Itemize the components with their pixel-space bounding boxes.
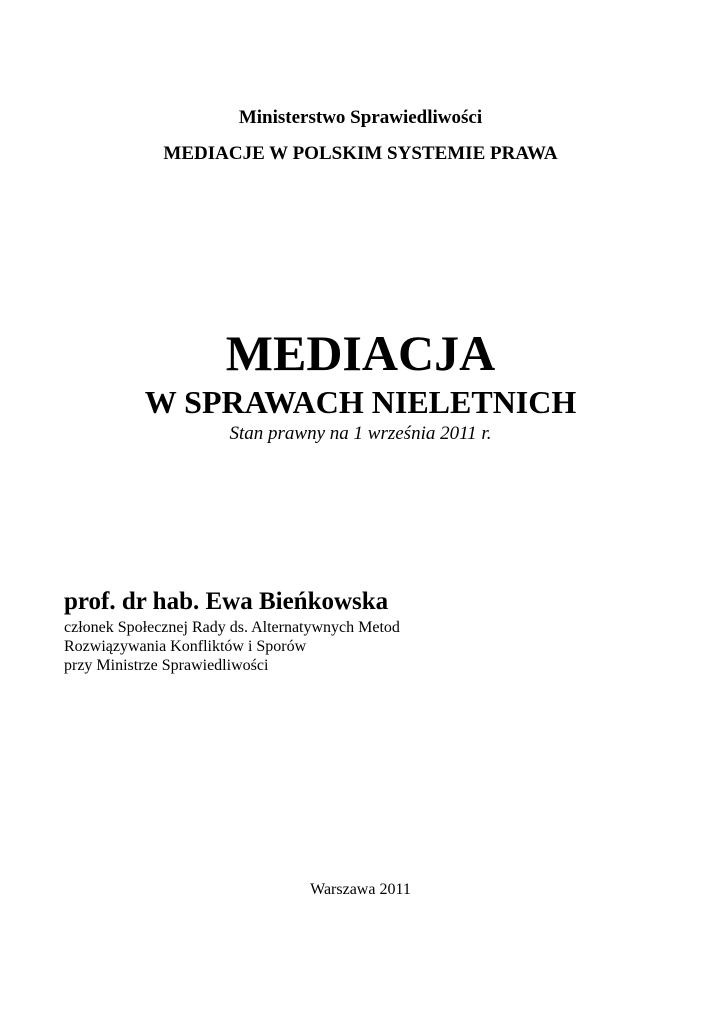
author-affiliation-line: przy Ministrze Sprawiedliwości xyxy=(64,657,269,674)
author-name: prof. dr hab. Ewa Bieńkowska xyxy=(64,588,389,615)
author-block xyxy=(64,586,400,675)
legal-state: Stan prawny na 1 września 2011 r. xyxy=(229,423,492,444)
place-and-year: Warszawa 2011 xyxy=(310,881,411,898)
subtitle: W SPRAWACH NIELETNICH xyxy=(144,384,577,420)
series-title: MEDIACJE W POLSKIM SYSTEMIE PRAWA xyxy=(163,143,558,164)
author-affiliation-line: członek Społecznej Rady ds. Alternatywnych Metod xyxy=(64,619,400,636)
ministry-name: Ministerstwo Sprawiedliwości xyxy=(238,107,483,128)
main-title: MEDIACJA xyxy=(225,325,496,381)
author-affiliation-line: Rozwiązywania Konfliktów i Sporów xyxy=(64,638,307,655)
